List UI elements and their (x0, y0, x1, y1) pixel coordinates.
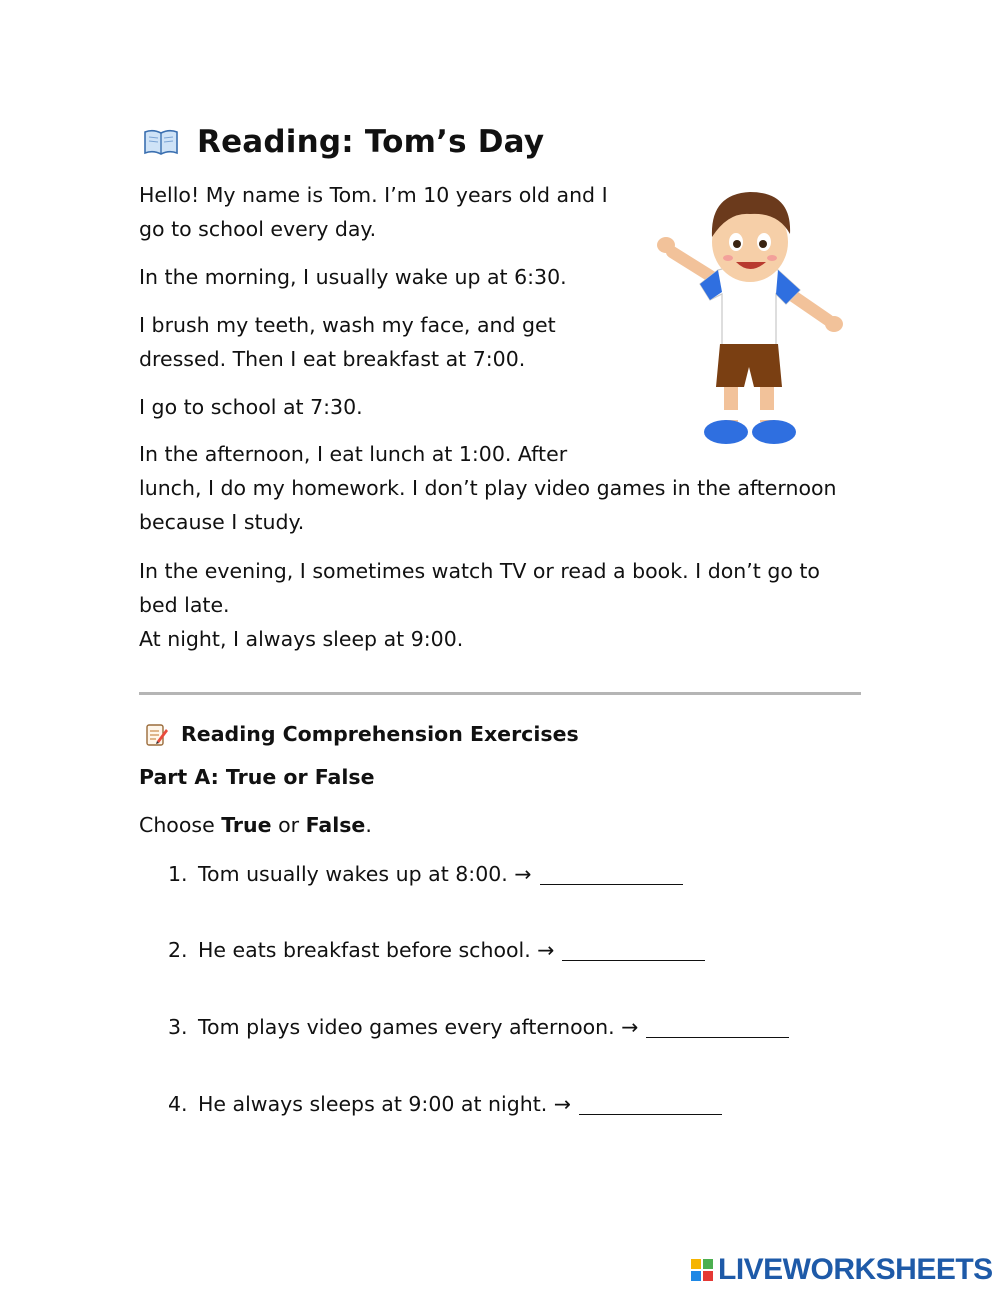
answer-blank-2[interactable] (562, 938, 705, 961)
question-text: He always sleeps at 9:00 at night. → (198, 1092, 571, 1116)
question-number: 2. (168, 938, 188, 962)
question-4 (168, 1092, 722, 1116)
instruction-text: . (365, 813, 372, 837)
instruction-text: or (271, 813, 306, 837)
paragraph-routine (139, 308, 556, 376)
question-1 (168, 862, 683, 886)
paragraph-line: At night, I always sleep at 9:00. (139, 627, 464, 651)
question-number: 4. (168, 1092, 188, 1116)
question-number: 1. (168, 862, 188, 886)
paragraph-line: because I study. (139, 510, 305, 534)
instruction-text: Choose (139, 813, 222, 837)
paragraph-line: Hello! My name is Tom. I’m 10 years old and I (139, 183, 608, 207)
paragraph-line: I go to school at 7:30. (139, 395, 363, 419)
answer-blank-1[interactable] (540, 862, 683, 885)
paragraph-line: I brush my teeth, wash my face, and get (139, 313, 556, 337)
question-text: Tom plays video games every afternoon. → (198, 1015, 639, 1039)
answer-blank-4[interactable] (579, 1092, 722, 1115)
option-false-label: False (305, 813, 366, 837)
paragraph-line: In the morning, I usually wake up at 6:30. (139, 265, 567, 289)
answer-blank-3[interactable] (646, 1015, 789, 1038)
question-text: Tom usually wakes up at 8:00. → (198, 862, 532, 886)
brand-name: LIVEWORKSHEETS (718, 1253, 993, 1286)
paragraph-line: go to school every day. (139, 217, 377, 241)
question-text: He eats breakfast before school. → (198, 938, 555, 962)
paragraph-morning (139, 260, 567, 294)
liveworksheets-logo-icon (690, 1257, 714, 1283)
paragraph-line: lunch, I do my homework. I don’t play video games in the afternoon (139, 476, 837, 500)
exercises-heading: Reading Comprehension Exercises (181, 722, 579, 746)
paragraph-intro (139, 178, 608, 246)
question-number: 3. (168, 1015, 188, 1039)
instructions (139, 813, 372, 837)
exercises-heading-row (145, 718, 579, 750)
memo-pencil-icon (145, 721, 169, 747)
option-true-label: True (221, 813, 272, 837)
paragraph-line: In the afternoon, I eat lunch at 1:00. After (139, 442, 568, 466)
paragraph-line: dressed. Then I eat breakfast at 7:00. (139, 347, 526, 371)
liveworksheets-logo[interactable] (690, 1253, 993, 1287)
open-book-icon (143, 127, 179, 157)
part-a-title: Part A: True or False (139, 765, 375, 789)
boy-illustration (650, 182, 850, 457)
question-3 (168, 1015, 789, 1039)
paragraph-school (139, 390, 363, 424)
paragraph-evening (139, 554, 820, 656)
question-2 (168, 938, 705, 962)
paragraph-line: In the evening, I sometimes watch TV or read a book. I don’t go to (139, 559, 820, 583)
paragraph-line: bed late. (139, 593, 230, 617)
page-title: Reading: Tom’s Day (197, 124, 545, 160)
section-divider (139, 692, 861, 695)
title-row (143, 120, 544, 164)
